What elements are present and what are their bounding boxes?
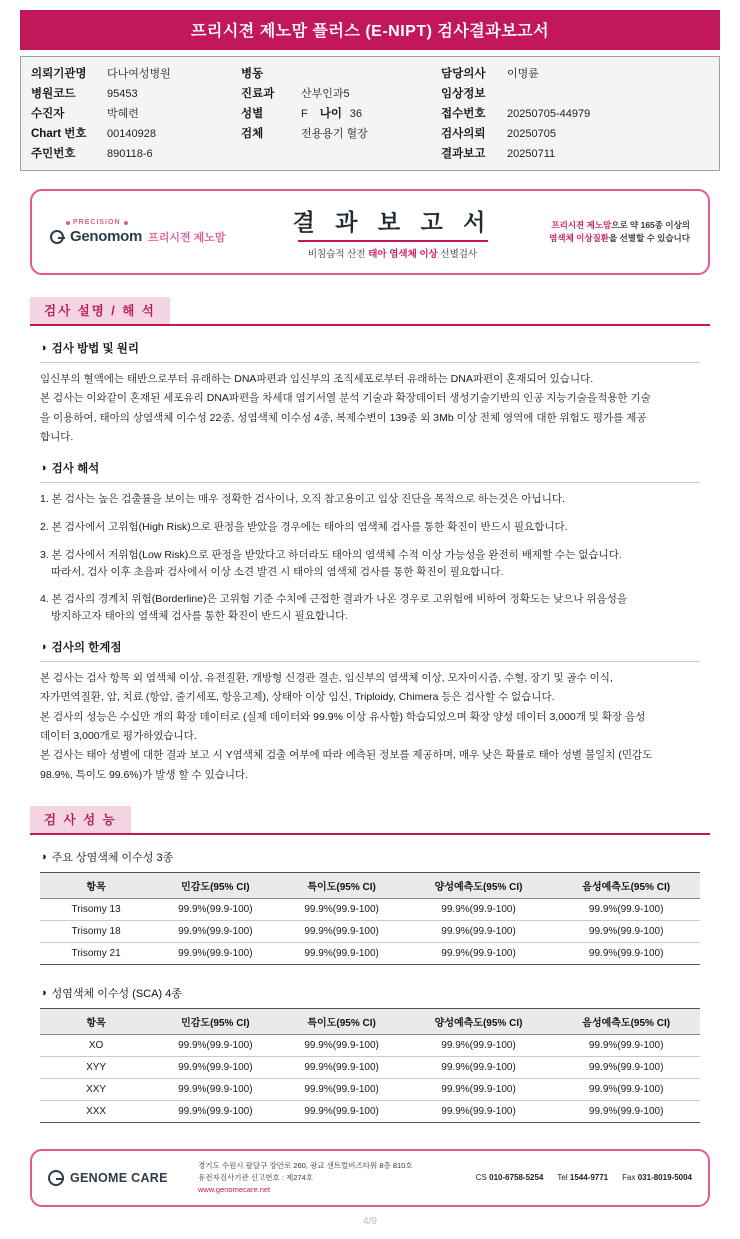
patient-field [31,65,241,81]
cell: 99.9%(99.9-100) [552,1056,700,1078]
method-line-3: 을 이용하여, 태아의 상염색체 이수성 22종, 성염색체 이수성 4종, 복제수변이 139종 외 3Mb 이상 전체 영역에 대한 위험도 평가를 제공 [40,411,647,424]
genome-mark-icon [50,230,64,244]
subsection-method-title [40,340,700,356]
column-header: 특이도(95% CI) [278,872,404,898]
bullet-icon: ◑ [40,850,47,863]
contact-value: 1544-9771 [569,1173,609,1183]
note-line-1 [520,219,690,232]
patient-field [441,145,691,161]
section-header-performance [30,806,710,833]
limits-line-6: 98.9%, 특이도 99.6%)가 발생 할 수 있습니다. [40,768,249,781]
report-title: 결 과 보 고 서 [292,209,493,235]
method-line-1: 임신부의 혈액에는 태반으로부터 유래하는 DNA파편과 임신부의 조직세포로부터 유래하는 DNA파편이 혼재되어 있습니다. [40,373,594,385]
column-header: 민감도(95% CI) [152,1008,278,1034]
item-number: 4. [40,593,49,606]
limits-line-1: 본 검사는 검사 항목 외 염색체 이상, 유전질환, 개방형 신경관 결손, 임신부의 염색체 이상, 모자이시즘, 수혈, 장기 및 골수 이식, [40,672,613,685]
patient-info-box [20,56,720,171]
field-value: 890118-6 [107,148,153,160]
brand-name-en: Genomom [70,228,143,245]
genome-care-logo [48,1170,198,1186]
cell: XXY [40,1078,152,1100]
cell: 99.9%(99.9-100) [405,898,553,920]
sca-performance-table [40,1008,700,1123]
list-item [40,519,700,536]
field-label: 결과보고 [441,148,486,160]
list-item [40,591,700,625]
column-header: 특이도(95% CI) [278,1008,404,1034]
autosomal-performance-table [40,872,700,965]
interpretation-list [40,491,700,625]
table-header-row [40,1008,700,1034]
patient-field [441,125,691,141]
method-paragraph [40,371,700,446]
table-row [40,1100,700,1122]
contact-label: Tel [557,1173,568,1183]
field-label: 접수번호 [441,108,486,120]
column-header: 항목 [40,872,152,898]
cell: 99.9%(99.9-100) [278,942,404,964]
cell: 99.9%(99.9-100) [278,1100,404,1122]
limits-line-4: 데이터 3,000개로 평가하였습니다. [40,729,197,742]
table-row [40,1078,700,1100]
report-page [0,10,740,1239]
field-label: 검사의뢰 [441,128,486,140]
divider [40,661,700,662]
patient-field-sex-age [241,105,441,121]
cell: 99.9%(99.9-100) [552,1034,700,1056]
report-note [520,219,690,245]
patient-field [31,85,241,101]
limits-line-2: 자가면역질환, 암, 치료 (항암, 줄기세포, 항응고제), 상태아 이상 임신, Triploidy, Chimera 등은 검사할 수 없습니다. [40,691,555,704]
report-title-block [265,204,520,260]
cell: 99.9%(99.9-100) [405,1056,553,1078]
page-title: 프리시젼 제노맘 플러스 (E-NIPT) 검사결과보고서 [20,10,720,50]
field-value: 다나여성병원 [107,68,171,80]
contact-value: 031-8019-5004 [637,1173,692,1183]
cell: Trisomy 18 [40,920,152,942]
table-row [40,898,700,920]
patient-field [241,85,441,101]
cell: 99.9%(99.9-100) [552,920,700,942]
field-value: 산부인과5 [301,88,350,100]
cell: 99.9%(99.9-100) [152,1078,278,1100]
precision-tagline [66,219,265,226]
item-number: 3. [40,548,49,561]
section-title-performance: 검 사 성 능 [30,806,131,833]
field-label: 주민번호 [31,148,76,160]
item-text-cont: 따라서, 검사 이후 초음파 검사에서 이상 소견 발견 시 태아의 염색체 검사를 통한 확진이 필요합니다. [51,565,504,578]
note-line-2 [520,232,690,245]
note-rest-1: 으로 약 165종 이상의 [611,220,690,231]
genome-care-name: GENOME CARE [70,1170,168,1185]
field-value: 00140928 [107,128,156,140]
cell: 99.9%(99.9-100) [152,1056,278,1078]
item-number: 2. [40,521,49,534]
genome-care-mark-icon [48,1170,64,1186]
cell: 99.9%(99.9-100) [552,1078,700,1100]
field-value: 20250705 [507,128,556,140]
field-label: 임상정보 [441,88,486,100]
brand-row [50,228,265,245]
bullet-icon: ◑ [40,641,47,654]
cell: 99.9%(99.9-100) [405,942,553,964]
field-label: 수진자 [31,108,65,120]
patient-field [31,125,241,141]
cell: 99.9%(99.9-100) [278,898,404,920]
field-value-age: 36 [349,108,362,120]
table-row [40,1034,700,1056]
cell: 99.9%(99.9-100) [552,942,700,964]
field-label: 병동 [241,68,264,80]
field-value: 95453 [107,88,138,100]
note-rest-2: 을 선별할 수 있습니다 [609,233,690,243]
contact-tel [557,1173,608,1182]
dot-icon [66,221,70,225]
cell: 99.9%(99.9-100) [552,1100,700,1122]
field-value: 박혜련 [107,108,139,120]
dot-icon [124,221,128,225]
section-rule [30,833,710,835]
field-value: 전용용기 혈장 [301,128,368,140]
limits-line-3: 본 검사의 성능은 수십만 개의 확장 데이터로 (실제 데이터와 99.9% 이상 유사함) 학습되었으며 확장 양성 데이터 3,000개 및 확장 음성 [40,710,646,723]
subsection-interpretation-title [40,460,700,476]
table-row [40,920,700,942]
patient-info-column-3 [441,65,691,161]
cell: 99.9%(99.9-100) [405,920,553,942]
limits-paragraph [40,670,700,784]
cell: Trisomy 21 [40,942,152,964]
contact-label: CS [475,1173,487,1183]
divider [40,362,700,363]
cell: 99.9%(99.9-100) [278,920,404,942]
cell: Trisomy 13 [40,898,152,920]
patient-field [441,85,691,101]
table2-title [40,985,700,1001]
footer-address [198,1160,476,1195]
cell: 99.9%(99.9-100) [405,1100,553,1122]
table1-label: 주요 상염색체 이수성 3종 [51,851,174,864]
note-highlight-1: 프리시젼 제노맘 [551,220,612,231]
field-label: 의뢰기관명 [31,68,87,80]
table-row [40,942,700,964]
contact-label: Fax [622,1173,636,1183]
bullet-icon: ◑ [40,342,47,354]
cell: 99.9%(99.9-100) [552,898,700,920]
item-text: 본 검사는 높은 검출률을 보이는 매우 정확한 검사이나, 오직 참고용이고 임상 진단을 목적으로 하는것은 아닙니다. [51,493,565,506]
field-value: 이명륜 [507,68,539,80]
subtitle-post: 선별검사 [437,249,478,260]
item-number: 1. [40,493,49,506]
item-text: 본 검사의 경계치 위험(Borderline)은 고위험 기준 수치에 근접한 결과가 나온 경우로 고위험에 비하여 정확도는 낮으나 위음성을 [51,593,628,606]
address-line-1: 경기도 수원시 팔달구 장안로 260, 광교 센트럴비즈타워 8층 810호 [198,1161,413,1171]
website-link[interactable]: www.genomecare.net [198,1184,271,1194]
footer-contacts [476,1173,692,1182]
cell: 99.9%(99.9-100) [152,1034,278,1056]
footer-card [30,1149,710,1207]
item-text: 본 검사에서 고위험(High Risk)으로 판정을 받았을 경우에는 태아의 염색체 검사를 통한 확진이 반드시 필요합니다. [51,521,568,534]
subtitle-highlight: 태아 염색체 이상 [368,249,438,260]
patient-info-column-2 [241,65,441,161]
subsection-limits-title [40,639,700,655]
column-header: 민감도(95% CI) [152,872,278,898]
cell: 99.9%(99.9-100) [152,920,278,942]
contact-cs [476,1173,544,1182]
field-label: 진료과 [241,88,275,100]
section-title-explain: 검사 설명 / 해 석 [30,297,170,324]
patient-field [241,65,441,81]
limits-line-5: 본 검사는 태아 성별에 대한 결과 보고 시 Y염색체 검출 여부에 따라 예측된 정보를 제공하며, 매우 낮은 확률로 태아 성별 불일치 (민감도 [40,749,653,762]
field-label-age: 나이 [319,108,342,120]
field-value: 20250705-44979 [507,108,591,120]
page-number: 4/9 [363,1215,377,1227]
bullet-icon: ◑ [40,462,47,475]
item-text-cont: 방지하고자 태아의 염색체 검사를 통한 확진이 반드시 필요합니다. [51,610,349,623]
genomom-logo [50,219,265,245]
report-header-card [30,189,710,275]
column-header: 양성예측도(95% CI) [405,1008,553,1034]
patient-field [441,65,691,81]
column-header: 음성예측도(95% CI) [552,1008,700,1034]
subsection-label: 검사 해석 [51,463,100,476]
bullet-icon: ◑ [40,986,47,999]
method-line-2: 본 검사는 이와같이 혼재된 세포유리 DNA파편을 차세대 염기서열 분석 기술과 확장데이터 생성기술기반의 인공 지능기술을적용한 기술 [40,392,651,405]
patient-field [31,105,241,121]
field-label: Chart 번호 [31,128,87,140]
cell: 99.9%(99.9-100) [152,942,278,964]
item-text: 본 검사에서 저위험(Low Risk)으로 판정을 받았다고 하더라도 태아의 염색체 수적 이상 가능성을 완전히 배제할 수는 없습니다. [51,548,622,561]
field-value: F [301,108,308,120]
section-rule [30,324,710,326]
cell: 99.9%(99.9-100) [152,898,278,920]
cell: XO [40,1034,152,1056]
address-line-2: 유전자검사기관 신고번호 : 제274호 [198,1173,314,1183]
cell: 99.9%(99.9-100) [152,1100,278,1122]
column-header: 항목 [40,1008,152,1034]
column-header: 음성예측도(95% CI) [552,872,700,898]
report-subtitle [265,246,520,260]
field-label: 병원코드 [31,88,76,100]
section-header-explain [30,297,710,324]
title-underline [298,240,488,242]
brand-name-kr: 프리시젼 제노맘 [148,231,226,244]
note-highlight-2: 염색체 이상질환 [549,233,609,243]
subtitle-pre: 비침습적 산전 [307,249,369,260]
table1-title [40,849,700,865]
cell: 99.9%(99.9-100) [278,1078,404,1100]
cell: 99.9%(99.9-100) [278,1056,404,1078]
field-label: 성별 [241,108,264,120]
cell: XYY [40,1056,152,1078]
patient-field [241,125,441,141]
precision-label: PRECISION [73,219,121,226]
contact-fax [622,1173,692,1182]
cell: 99.9%(99.9-100) [278,1034,404,1056]
method-line-4: 합니다. [40,430,74,443]
table-row [40,1056,700,1078]
patient-info-column-1 [31,65,241,161]
patient-field [31,145,241,161]
divider [40,482,700,483]
table2-label: 성염색체 이수성 (SCA) 4종 [51,987,182,1000]
subsection-label: 검사 방법 및 원리 [51,343,140,355]
field-label: 검체 [241,128,264,140]
field-label: 담당의사 [441,68,486,80]
cell: 99.9%(99.9-100) [405,1034,553,1056]
table-header-row [40,872,700,898]
cell: XXX [40,1100,152,1122]
cell: 99.9%(99.9-100) [405,1078,553,1100]
list-item [40,547,700,581]
list-item [40,491,700,508]
field-value: 20250711 [507,148,556,160]
patient-field [441,105,691,121]
column-header: 양성예측도(95% CI) [405,872,553,898]
contact-value: 010-6758-5254 [489,1173,544,1183]
subsection-label: 검사의 한계점 [51,642,122,655]
